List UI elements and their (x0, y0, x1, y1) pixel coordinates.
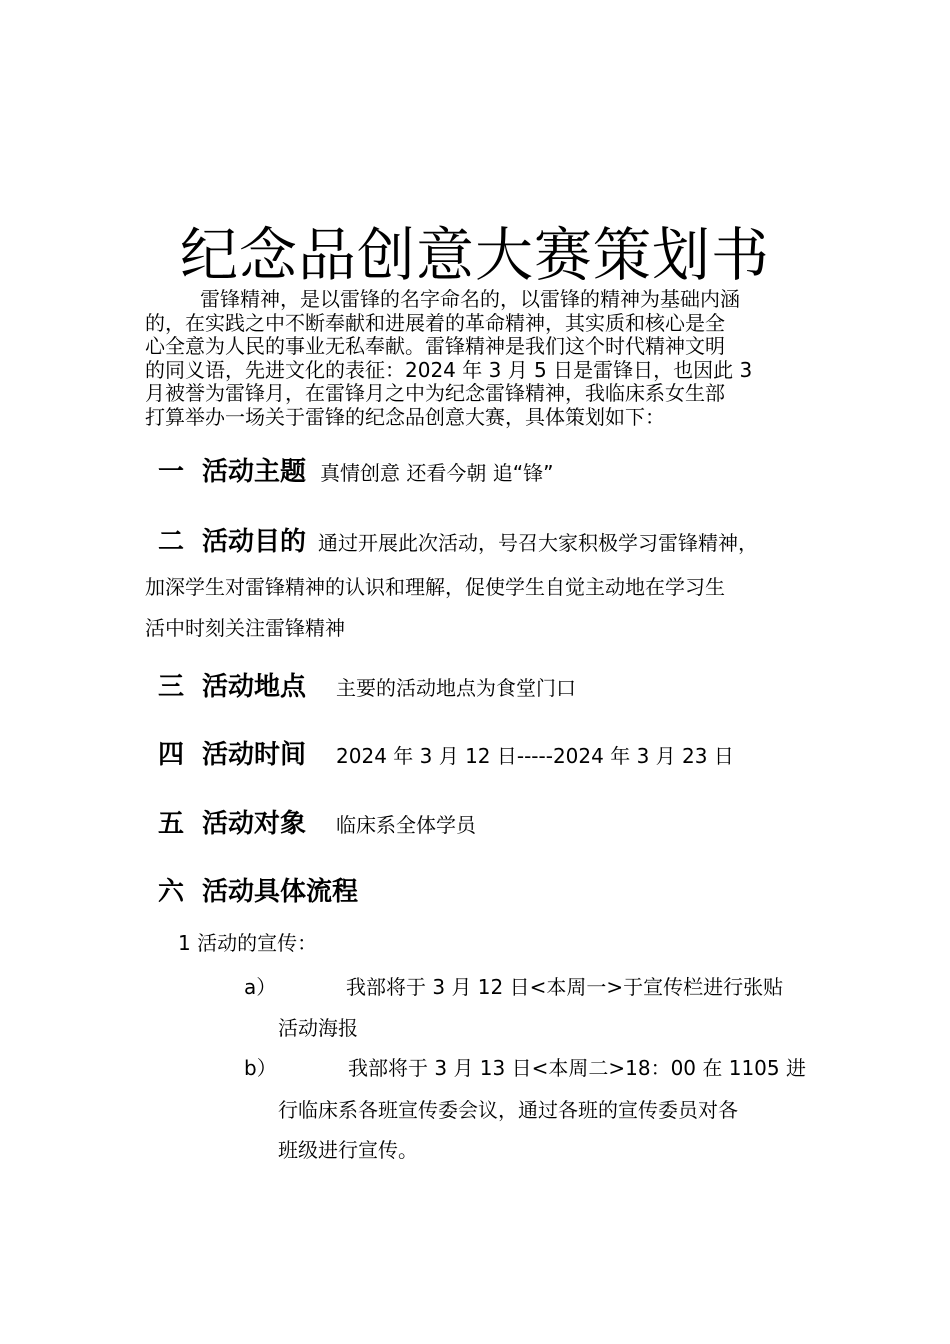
section-heading: 活动时间 (202, 740, 307, 770)
section-value: 通过开展此次活动，号召大家积极学习雷锋精神， (318, 531, 759, 555)
flow-item-line: 活动海报 (278, 1016, 358, 1040)
section-heading: 活动对象 (202, 809, 307, 839)
section-value: 真情创意 还看今朝 追“锋” (320, 461, 554, 485)
flow-item-line: 行临床系各班宣传委会议，通过各班的宣传委员对各 (278, 1098, 738, 1122)
section-heading: 活动主题 (202, 457, 307, 487)
section-number: 四 (158, 740, 185, 770)
section-theme (158, 451, 553, 488)
section-number: 五 (158, 809, 185, 839)
flow-subheading: 1 活动的宣传： (178, 931, 318, 955)
intro-line: 心全意为人民的事业无私奉献。雷锋精神是我们这个时代精神文明 (145, 334, 725, 358)
flow-item-line: 我部将于 3 月 13 日<本周二>18：00 在 1105 进 (348, 1056, 806, 1080)
intro-line: 雷锋精神，是以雷锋的名字命名的，以雷锋的精神为基础内涵 (200, 287, 740, 311)
section-heading: 活动地点 (202, 672, 307, 702)
intro-line: 打算举办一场关于雷锋的纪念品创意大赛，具体策划如下： (145, 404, 665, 429)
section-time (158, 734, 734, 771)
section-value: 2024 年 3 月 12 日-----2024 年 3 月 23 日 (336, 744, 734, 768)
section-value: 主要的活动地点为食堂门口 (336, 676, 577, 700)
section-heading: 活动目的 (202, 527, 307, 557)
section-audience (158, 803, 476, 840)
intro-paragraph (145, 288, 810, 429)
section-purpose (158, 521, 758, 558)
list-marker: a） (244, 975, 277, 999)
document-title: 纪念品创意大赛策划书 (179, 220, 770, 289)
section-number: 一 (158, 457, 185, 487)
section-purpose-continuation: 加深学生对雷锋精神的认识和理解，促使学生自觉主动地在学习生 (145, 575, 725, 599)
section-number: 二 (158, 527, 185, 557)
intro-line: 的同义语，先进文化的表征：2024 年 3 月 5 日是雷锋日，也因此 3 (145, 357, 753, 382)
flow-item-line: 班级进行宣传。 (278, 1138, 418, 1162)
section-value: 临床系全体学员 (336, 813, 477, 837)
section-number: 六 (158, 877, 185, 907)
section-flow (158, 871, 358, 908)
intro-line: 月被誉为雷锋月，在雷锋月之中为纪念雷锋精神，我临床系女生部 (145, 381, 725, 405)
list-marker: b） (244, 1056, 277, 1080)
flow-item-line: 我部将于 3 月 12 日<本周一>于宣传栏进行张贴 (346, 975, 784, 999)
section-location (158, 666, 576, 703)
intro-line: 的，在实践之中不断奉献和进展着的革命精神，其实质和核心是全 (145, 310, 725, 335)
section-heading: 活动具体流程 (202, 877, 359, 907)
section-number: 三 (158, 672, 185, 702)
section-purpose-continuation: 活中时刻关注雷锋精神 (145, 616, 345, 640)
